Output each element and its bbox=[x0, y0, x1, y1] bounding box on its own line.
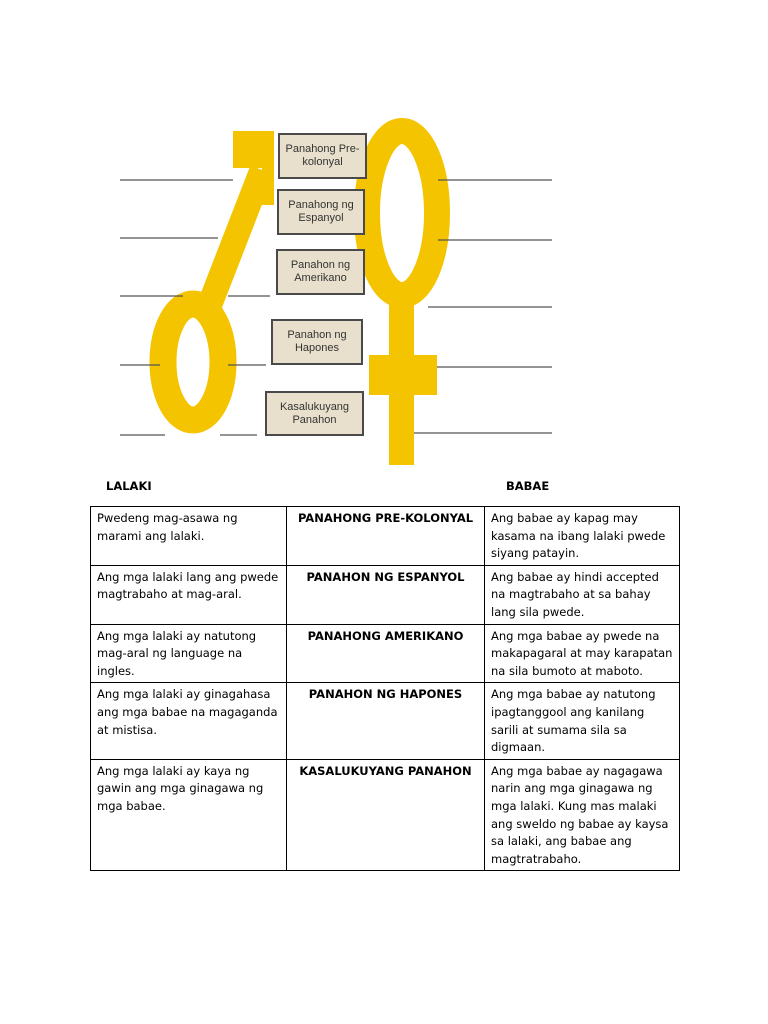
table-row bbox=[91, 683, 680, 759]
label-lalaki: LALAKI bbox=[106, 479, 152, 493]
table-row bbox=[91, 759, 680, 871]
table-row bbox=[91, 507, 680, 566]
comparison-table bbox=[90, 506, 680, 871]
cell-babae: Ang babae ay hindi accepted na magtrabaho at sa bahay lang sila pwede. bbox=[485, 565, 680, 624]
cell-panahon: KASALUKUYANG PANAHON bbox=[287, 759, 485, 871]
cell-lalaki: Ang mga lalaki ay ginagahasa ang mga babae na magaganda at mistisa. bbox=[91, 683, 287, 759]
cell-babae: Ang mga babae ay pwede na makapagaral at may karapatan na sila bumoto at maboto. bbox=[485, 624, 680, 683]
cell-lalaki: Pwedeng mag-asawa ng marami ang lalaki. bbox=[91, 507, 287, 566]
cell-lalaki: Ang mga lalaki ay kaya ng gawin ang mga ginagawa ng mga babae. bbox=[91, 759, 287, 871]
cell-panahon: PANAHONG PRE-KOLONYAL bbox=[287, 507, 485, 566]
table-row bbox=[91, 565, 680, 624]
period-box-pre-kolonyal: Panahong Pre- kolonyal bbox=[278, 133, 367, 179]
period-box-hapones: Panahon ng Hapones bbox=[271, 319, 363, 365]
cell-panahon: PANAHONG AMERIKANO bbox=[287, 624, 485, 683]
cell-panahon: PANAHON NG HAPONES bbox=[287, 683, 485, 759]
table-row bbox=[91, 624, 680, 683]
cell-babae: Ang mga babae ay natutong ipagtanggool ang kanilang sarili at sumama sila sa digmaan. bbox=[485, 683, 680, 759]
period-box-kasalukuyan: Kasalukuyang Panahon bbox=[265, 391, 364, 436]
cell-panahon: PANAHON NG ESPANYOL bbox=[287, 565, 485, 624]
gender-symbols-figure bbox=[0, 0, 768, 480]
cell-lalaki: Ang mga lalaki ay natutong mag-aral ng language na ingles. bbox=[91, 624, 287, 683]
cell-babae: Ang babae ay kapag may kasama na ibang lalaki pwede siyang patayin. bbox=[485, 507, 680, 566]
cell-lalaki: Ang mga lalaki lang ang pwede magtrabaho at mag-aral. bbox=[91, 565, 287, 624]
label-babae: BABAE bbox=[506, 479, 550, 493]
male-symbol-icon bbox=[163, 131, 274, 420]
cell-babae: Ang mga babae ay nagagawa narin ang mga ginagawa ng mga lalaki. Kung mas malaki ang sweldo ng babae ay kaysa sa lalaki, ang babae ang magtratrabaho. bbox=[485, 759, 680, 871]
period-box-amerikano: Panahon ng Amerikano bbox=[276, 249, 365, 295]
female-symbol-icon bbox=[367, 131, 437, 465]
period-box-espanyol: Panahong ng Espanyol bbox=[277, 189, 365, 235]
